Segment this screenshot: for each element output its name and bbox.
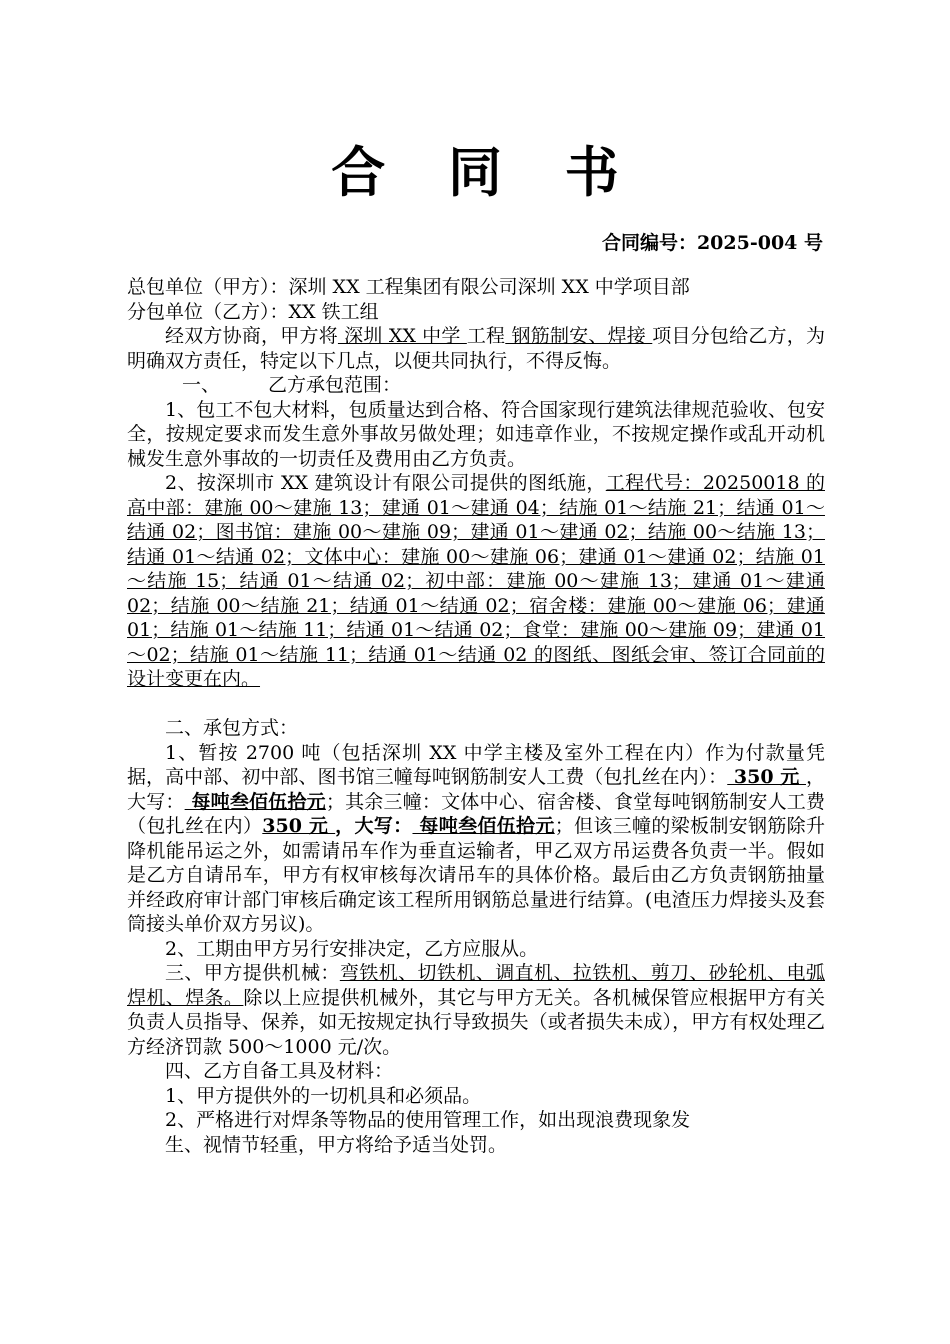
section-2-clause-1-text-a: 1、暂按 2700 吨（包括深圳 XX 中学主楼及室外工程在内）作为付款量凭据，高中部、初中部、图书馆三幢每吨钢筋制安人工费（包扎丝在内）： [127,741,825,788]
drawing-list: 工程代号：20250018 的高中部：建施 00～建施 13；建通 01～建通 04；结施 01～结施 21；结通 01～结通 02；图书馆：建施 00～建施 09；建通 01～建通 02；结施 00～结施 13；结通 01～结通 02；文体中心：建施 00～建施 06；建通 01～建通 02；结施 01～结施 15；结通 01～结通 02；初中部：建施 00～建施 13；建通 01～建通 02；结施 00～结施 21；结通 01～结通 02；宿舍楼：建施 00～建施 06；建通 01；结施 01～结施 11；结通 01～结通 02；食堂：建施 00～建施 09；建通 01～02；结施 01～结施 11；结通 01～结通 02 的图纸、图纸会审、签订合同前的设计变更在内。 [127,472,825,690]
contract-number: 合同编号：2025-004 号 [601,232,823,254]
intro-paragraph [127,324,825,373]
price-1: 350 元 [727,766,806,788]
intro-text-2: 工程 [466,325,506,347]
section-2-clause-1 [127,741,825,937]
machinery-list: 弯铁机、切铁机、调直机、拉铁机、剪刀、砂轮机、电弧焊机、焊条。 [127,962,825,1009]
section-1-title: 乙方承包范围： [268,374,402,396]
section-1-clause-1: 1、包工不包大材料，包质量达到合格、符合国家现行建筑法律规范验收、包安全，按规定要求而发生意外事故另做处理；如违章作业，不按规定操作或乱开动机械发生意外事故的一切责任及费用由乙方负责。 [127,398,825,470]
section-3-text: 除以上应提供机械外，其它与甲方无关。各机械保管应根据甲方有关负责人员指导、保养，如无按规定执行导致损失（或者损失未成），甲方有权处理乙方经济罚款 500～1000 元/次。 [127,986,825,1058]
section-4-clause-2-line-2: 生、视情节轻重，甲方将给予适当处罚。 [165,1133,508,1156]
section-4-clause-1: 1、甲方提供外的一切机具和必须品。 [165,1084,482,1107]
work-item: 钢筋制安、焊接 [505,325,653,347]
blank-line [127,692,825,717]
section-2-clause-1-text-e: ；但该三幢的梁板制安钢筋除升降机能吊运之外，如需请吊车作为垂直运输者，甲乙双方吊运费各负责一半。假如是乙方自请吊车，甲方有权审核每次请吊车的具体价格。最后由乙方负责钢筋抽量并经政府审计部门审核后确定该工程所用钢筋总量进行结算。(电渣压力焊接头及套筒接头单价双方另议)。 [127,815,825,935]
section-2-clause-1-text-b: ，大写： [127,766,825,813]
section-4-clause-2-line-1: 2、严格进行对焊条等物品的使用管理工作，如出现浪费现象发 [165,1109,691,1131]
intro-text-1: 经双方协商，甲方将 [165,325,338,347]
section-2-clause-1-text-c: ；其余三幢：文体中心、宿舍楼、食堂每吨钢筋制安人工费（包扎丝在内） [127,790,825,837]
price-2: 350 元 [262,815,336,837]
contract-body [127,275,825,1157]
section-2-clause-2: 2、工期由甲方另行安排决定，乙方应服从。 [165,937,539,960]
section-2-heading: 二、承包方式： [165,717,299,739]
section-2-clause-1-text-d: ，大写： [335,815,413,837]
section-3-paragraph [127,961,825,1059]
section-1-heading [127,373,825,398]
section-1-number: 一、 [182,374,221,396]
section-3-heading: 三、甲方提供机械： [165,962,340,984]
intro-text-3: 项目分包给乙方，为明确双方责任，特定以下几点，以便共同执行，不得反悔。 [127,325,825,372]
project-name: 深圳 XX 中学 [337,325,467,347]
section-1-clause-2-text: 2、按深圳市 XX 建筑设计有限公司提供的图纸施， [165,472,606,494]
section-4-heading: 四、乙方自备工具及材料： [165,1060,394,1082]
party-a-line: 总包单位（甲方）：深圳 XX 工程集团有限公司深圳 XX 中学项目部 [127,276,690,298]
price-1-words: 每吨叁佰伍拾元 [184,790,326,813]
price-2-words: 每吨叁佰伍拾元 [412,815,555,837]
document-title: 合 同 书 [331,141,641,204]
party-b-line: 分包单位（乙方）：XX 铁工组 [127,300,379,323]
section-1-clause-2 [127,471,825,692]
